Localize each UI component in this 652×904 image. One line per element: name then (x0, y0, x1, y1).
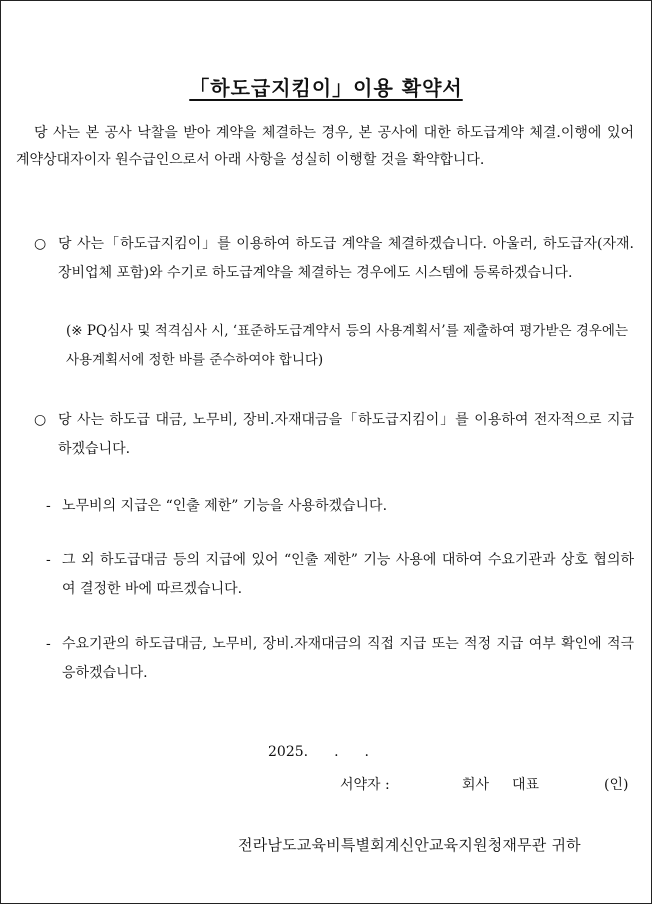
date-year: 2025. (268, 744, 309, 760)
dash-item-3 (46, 630, 634, 688)
document-title (0, 72, 652, 101)
date-month-dot: . (334, 744, 339, 760)
commitment-note: (※ PQ심사 및 적격심사 시, ‘표준하도급계약서 등의 사용계획서’를 제출하여 평가받은 경우에는 사용계획서에 정한 바를 준수하여야 합니다) (66, 323, 628, 368)
date-line (268, 744, 369, 760)
intro-paragraph (16, 120, 634, 174)
intro-text: 당 사는 본 공사 낙찰을 받아 계약을 체결하는 경우, 본 공사에 대한 하도급계약 체결.이행에 있어 계약상대자이자 원수급인으로서 아래 사항을 성실히 이행할 것을 확약합니다. (16, 125, 634, 168)
title-text: 「하도급지킴이」이용 확약서 (189, 76, 463, 100)
representative-label: 대표 (512, 777, 540, 793)
date-day-dot: . (364, 744, 369, 760)
commitment-text-2: 당 사는 하도급 대금, 노무비, 장비.자재대금을「하도급지킴이」를 이용하여 전자적으로 지급하겠습니다. (58, 412, 634, 457)
signer-label: 서약자 : (340, 777, 390, 793)
circle-bullet-icon: ○ (34, 236, 47, 252)
dash-item-2 (46, 546, 634, 604)
commitment-text-1: 당 사는「하도급지킴이」를 이용하여 하도급 계약을 체결하겠습니다. 아울러, 하도급자(자재.장비업체 포함)와 수기로 하도급계약을 체결하는 경우에도 시스템에 등록하겠습니다. (58, 236, 634, 281)
dash-text-1: 노무비의 지급은 “인출 제한” 기능을 사용하겠습니다. (62, 498, 388, 514)
dash-mark: - (46, 636, 51, 652)
recipient-line: 전라남도교육비특별회계신안교육지원청재무관 귀하 (238, 836, 581, 854)
dash-item-1 (46, 492, 634, 521)
dash-text-2: 그 외 하도급대금 등의 지급에 있어 “인출 제한” 기능 사용에 대하여 수요기관과 상호 협의하여 결정한 바에 따르겠습니다. (62, 552, 634, 597)
company-label: 회사 (462, 777, 490, 793)
commitment-item-1 (34, 230, 634, 288)
circle-bullet-icon: ○ (34, 412, 47, 428)
seal-label: (인) (604, 777, 629, 793)
dash-text-3: 수요기관의 하도급대금, 노무비, 장비.자재대금의 직접 지급 또는 적정 지급 여부 확인에 적극 응하겠습니다. (62, 636, 634, 681)
commitment-item-2 (34, 406, 634, 464)
dash-mark: - (46, 552, 51, 568)
dash-mark: - (46, 498, 51, 514)
